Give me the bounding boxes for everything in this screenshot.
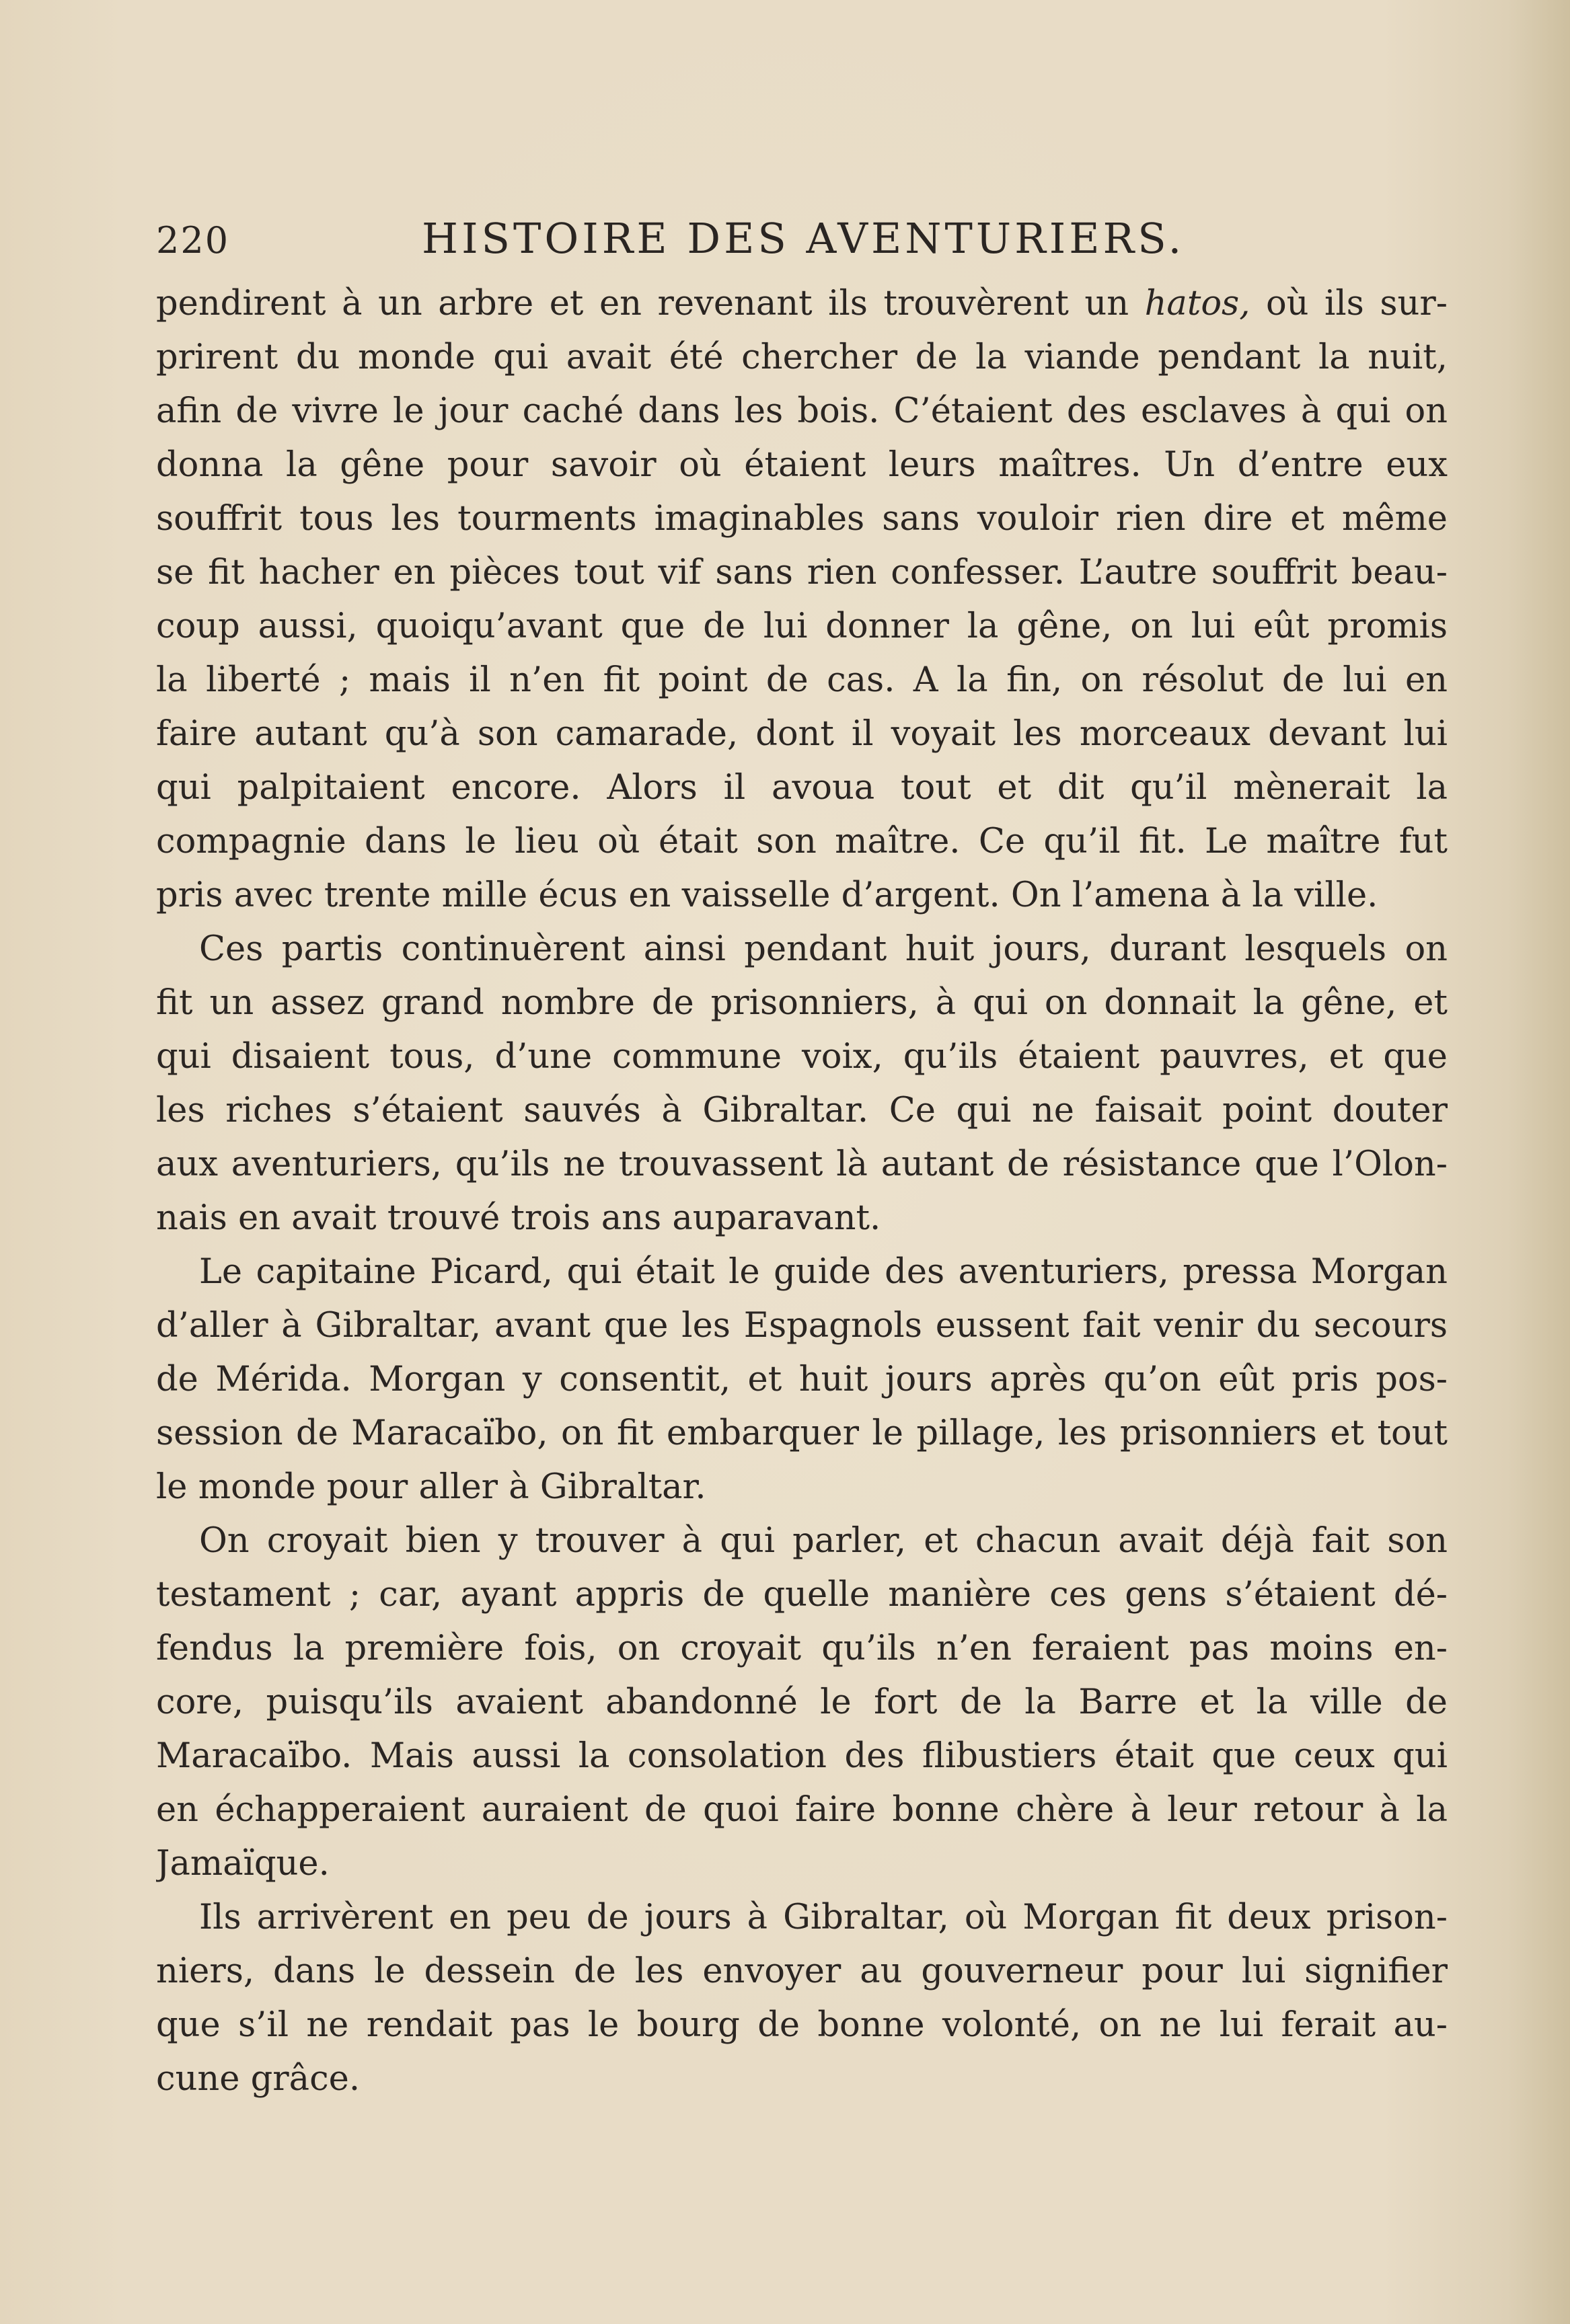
text-line — [156, 1514, 1448, 1568]
text-line — [156, 869, 1448, 923]
text-line — [156, 438, 1448, 492]
page-number: 220 — [156, 219, 230, 262]
text-segment: donna la gêne pour savoir où étaient leurs maîtres. Un d’entre eux — [156, 445, 1448, 485]
text-segment: faire autant qu’à son camarade, dont il voyait les morceaux devant lui — [156, 714, 1448, 754]
text-line — [156, 1192, 1448, 1245]
text-line — [156, 923, 1448, 976]
text-segment: session de Maracaïbo, on fit embarquer le pillage, les prisonniers et tout — [156, 1413, 1448, 1453]
text-line — [156, 1783, 1448, 1837]
text-line — [156, 654, 1448, 707]
text-line — [156, 1461, 1448, 1514]
book-title: HISTOIRE DES AVENTURIERS. — [422, 214, 1185, 263]
text-line — [156, 1945, 1448, 1999]
text-segment: Le capitaine Picard, qui était le guide des aventuriers, pressa Morgan — [199, 1252, 1448, 1292]
text-segment: On croyait bien y trouver à qui parler, et chacun avait déjà fait son — [199, 1521, 1448, 1561]
text-segment: d’aller à Gibraltar, avant que les Espagnols eussent fait venir du secours — [156, 1306, 1448, 1346]
text-segment: pris avec trente mille écus en vaisselle d’argent. On l’amena à la ville. — [156, 876, 1378, 915]
text-line — [156, 815, 1448, 869]
text-segment: en échapperaient auraient de quoi faire bonne chère à leur retour à la — [156, 1790, 1448, 1830]
text-segment: que s’il ne rendait pas le bourg de bonne volonté, on ne lui ferait au- — [156, 2005, 1448, 2045]
text-line — [156, 707, 1448, 761]
text-line — [156, 600, 1448, 654]
text-line — [156, 1030, 1448, 1084]
text-line — [156, 1622, 1448, 1676]
text-line — [156, 1891, 1448, 1945]
text-segment: Maracaïbo. Mais aussi la consolation des flibustiers était que ceux qui — [156, 1736, 1448, 1776]
text-segment: compagnie dans le lieu où était son maître. Ce qu’il fit. Le maître fut — [156, 822, 1448, 861]
text-line — [156, 1999, 1448, 2052]
text-segment: testament ; car, ayant appris de quelle manière ces gens s’étaient dé- — [156, 1575, 1448, 1615]
text-segment: où ils sur- — [1250, 284, 1448, 323]
text-line — [156, 1245, 1448, 1299]
text-segment: la liberté ; mais il n’en fit point de cas. A la fin, on résolut de lui en — [156, 660, 1448, 700]
text-segment: cune grâce. — [156, 2059, 361, 2099]
text-line — [156, 2052, 1448, 2106]
italic-word: hatos, — [1144, 284, 1250, 323]
text-line — [156, 546, 1448, 600]
text-segment: aux aventuriers, qu’ils ne trouvassent là autant de résistance que l’Olon- — [156, 1145, 1448, 1184]
text-segment: niers, dans le dessein de les envoyer au gouverneur pour lui signifier — [156, 1951, 1448, 1991]
text-segment: souffrit tous les tourments imaginables sans vouloir rien dire et même — [156, 499, 1448, 539]
text-segment: prirent du monde qui avait été chercher de la viande pendant la nuit, — [156, 338, 1448, 377]
text-segment: Jamaïque. — [156, 1844, 330, 1884]
text-segment: pendirent à un arbre et en revenant ils trouvèrent un — [156, 284, 1145, 323]
text-line — [156, 1568, 1448, 1622]
text-line — [156, 1353, 1448, 1407]
text-line — [156, 976, 1448, 1030]
text-segment: se fit hacher en pièces tout vif sans rien confesser. L’autre souffrit beau- — [156, 553, 1448, 592]
text-segment: Ces partis continuèrent ainsi pendant huit jours, durant lesquels on — [199, 929, 1448, 969]
text-segment: coup aussi, quoiqu’avant que de lui donner la gêne, on lui eût promis — [156, 607, 1448, 646]
text-line — [156, 385, 1448, 438]
text-segment: fit un assez grand nombre de prisonniers, à qui on donnait la gêne, et — [156, 983, 1448, 1023]
text-segment: de Mérida. Morgan y consentit, et huit jours après qu’on eût pris pos- — [156, 1360, 1448, 1399]
text-line — [156, 1837, 1448, 1891]
text-line — [156, 761, 1448, 815]
text-segment: Ils arrivèrent en peu de jours à Gibraltar, où Morgan fit deux prison- — [199, 1898, 1448, 1937]
body-text — [156, 277, 1448, 2106]
text-segment: core, puisqu’ils avaient abandonné le fort de la Barre et la ville de — [156, 1682, 1448, 1722]
running-head — [156, 214, 1448, 274]
text-segment: nais en avait trouvé trois ans auparavant. — [156, 1198, 881, 1238]
text-line — [156, 331, 1448, 385]
text-segment: qui palpitaient encore. Alors il avoua tout et dit qu’il mènerait la — [156, 768, 1448, 808]
text-line — [156, 1138, 1448, 1192]
text-line — [156, 1407, 1448, 1461]
text-segment: les riches s’étaient sauvés à Gibraltar. Ce qui ne faisait point douter — [156, 1091, 1448, 1130]
text-line — [156, 277, 1448, 331]
text-line — [156, 1299, 1448, 1353]
text-segment: afin de vivre le jour caché dans les bois. C’étaient des esclaves à qui on — [156, 391, 1448, 431]
text-segment: qui disaient tous, d’une commune voix, qu’ils étaient pauvres, et que — [156, 1037, 1448, 1077]
text-line — [156, 1084, 1448, 1138]
text-segment: fendus la première fois, on croyait qu’ils n’en feraient pas moins en- — [156, 1629, 1448, 1668]
text-line — [156, 1676, 1448, 1730]
text-line — [156, 1730, 1448, 1783]
text-line — [156, 492, 1448, 546]
text-segment: le monde pour aller à Gibraltar. — [156, 1467, 706, 1507]
